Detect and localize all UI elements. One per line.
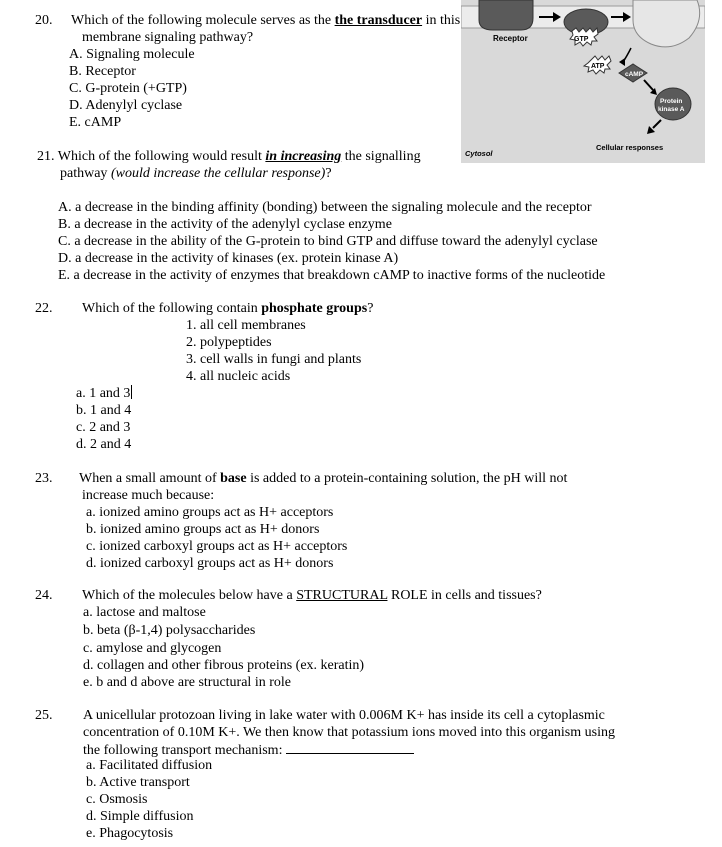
text: the following transport mechanism: [83,743,286,758]
option[interactable]: A. a decrease in the binding affinity (bonding) between the signaling molecule and the receptor [58,200,592,215]
option[interactable]: A. Signaling molecule [69,47,195,62]
cellular-responses-label: Cellular responses [596,143,664,152]
camp-label: cAMP [625,71,644,78]
list-item: 2. polypeptides [186,335,272,350]
option[interactable] [76,385,132,402]
text: Which of the following molecule serves as the [71,13,335,28]
text: the signalling [341,149,421,164]
gtp-label: GTP [574,36,589,43]
question-text-line-1 [71,12,460,29]
text: Which of the following contain [82,301,262,316]
option[interactable]: c. Osmosis [86,792,148,807]
text: Which of the following would result [57,149,266,164]
option[interactable]: b. Active transport [86,775,190,790]
question-text-line-2 [60,165,332,182]
pka-label-line-2: kinase A [658,106,685,113]
text: in this [422,13,461,28]
receptor-label: Receptor [493,34,528,43]
g-protein-shape [564,9,608,35]
emphasis: base [220,471,247,486]
option[interactable]: a. lactose and maltose [83,605,206,620]
option[interactable]: B. a decrease in the activity of the adenylyl cyclase enzyme [58,217,392,232]
question-number: 24. [35,588,53,603]
option-text: a. 1 and 3 [76,386,131,401]
italic-text: (would increase the cellular response) [110,166,326,181]
option[interactable]: B. Receptor [69,64,136,79]
emphasis: STRUCTURAL [296,588,388,603]
question-number: 21. [37,149,55,164]
signaling-pathway-diagram [461,0,705,163]
text: ? [367,301,374,316]
option[interactable]: e. Phagocytosis [86,826,174,841]
emphasis: in increasing [265,149,342,164]
option[interactable]: a. Facilitated diffusion [86,758,213,773]
question-text-line-1 [79,470,567,487]
question-text-line-1 [37,148,421,165]
receptor-shape [479,0,533,30]
question-number: 20. [35,13,53,28]
question-number: 25. [35,708,53,723]
option[interactable]: a. ionized amino groups act as H+ acceptors [86,505,334,520]
option[interactable]: D. Adenylyl cyclase [69,98,183,113]
text: Which of the molecules below have a [82,588,297,603]
question-text [82,587,542,604]
question-text-line-2: increase much because: [82,488,215,503]
pka-label-line-1: Protein [660,98,683,105]
list-item: 3. cell walls in fungi and plants [186,352,362,367]
option[interactable]: b. ionized amino groups act as H+ donors [86,522,320,537]
atp-label: ATP [591,63,605,70]
option[interactable]: D. a decrease in the activity of kinases (ex. protein kinase A) [58,251,399,266]
question-text-line-2: concentration of 0.10M K+. We then know that potassium ions moved into this organism using [83,725,615,740]
list-item: 4. all nucleic acids [186,369,291,384]
option[interactable]: e. b and d above are structural in role [83,675,291,690]
question-number: 22. [35,301,53,316]
option[interactable]: E. a decrease in the activity of enzymes that breakdown cAMP to inactive forms of the nucleotide [58,268,606,283]
question-text-line-2: membrane signaling pathway? [82,30,254,45]
option[interactable]: C. G-protein (+GTP) [69,81,187,96]
option[interactable]: b. 1 and 4 [76,403,132,418]
list-item: 1. all cell membranes [186,318,306,333]
text: pathway [60,166,111,181]
option[interactable]: d. 2 and 4 [76,437,132,452]
option[interactable]: c. ionized carboxyl groups act as H+ acceptors [86,539,348,554]
question-text [82,300,373,317]
question-number: 23. [35,471,53,486]
cytosol-label: Cytosol [465,149,493,158]
text: ? [325,166,332,181]
text-cursor [131,385,132,399]
option[interactable]: E. cAMP [69,115,122,130]
option[interactable]: b. beta (β-1,4) polysaccharides [83,623,256,638]
option[interactable]: c. 2 and 3 [76,420,131,435]
text: When a small amount of [79,471,221,486]
option[interactable]: d. ionized carboxyl groups act as H+ donors [86,556,334,571]
option[interactable]: d. collagen and other fibrous proteins (ex. keratin) [83,658,365,673]
option[interactable]: C. a decrease in the ability of the G-protein to bind GTP and diffuse toward the adenylyl cyclase [58,234,598,249]
option[interactable]: d. Simple diffusion [86,809,194,824]
text: is added to a protein-containing solution, the pH will not [246,471,568,486]
question-text-line-1: A unicellular protozoan living in lake water with 0.006M K+ has inside its cell a cytoplasmic [83,708,605,723]
option[interactable]: c. amylose and glycogen [83,641,222,656]
emphasis: phosphate groups [261,301,368,316]
text: ROLE in cells and tissues? [387,588,542,603]
emphasis: the transducer [334,13,423,28]
answer-blank[interactable] [286,741,414,754]
